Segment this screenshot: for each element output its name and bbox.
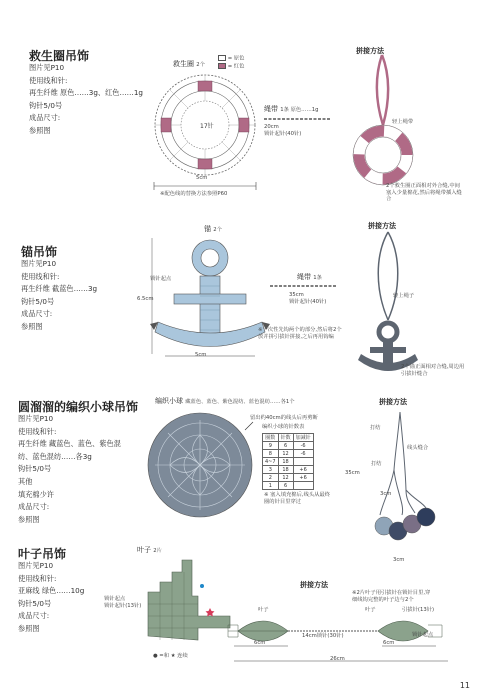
cord2-len: 35cm xyxy=(289,292,304,298)
section1-info: 图片见P10 使用线和针: 再生纤维 原色……3g、红色……1g 钩针5/0号 成品尺寸: 参照图 xyxy=(29,63,143,135)
ring-width: 5cm xyxy=(196,175,208,181)
anchor-width: 5cm xyxy=(195,352,207,358)
cord-stitch: 引拔针(13针) xyxy=(402,607,435,613)
anchor-label: 锚 2个 xyxy=(204,225,222,233)
ring-label: 救生圈 2个 xyxy=(173,60,205,68)
assembly1-note2: 2个救生圈正面相对外合缝,中间塞入少量棉花,然后将绳带插入缝合 xyxy=(386,183,462,203)
ring-caption: ※配色线的替换方法参照P60 xyxy=(160,191,228,197)
leaf-d1: 6cm xyxy=(254,640,266,646)
leaf-d2: 6cm xyxy=(383,640,395,646)
assembly3-note3: 打结 xyxy=(371,461,382,467)
anchor-height: 6.5cm xyxy=(137,296,154,302)
cord2-chain xyxy=(268,283,338,289)
table-row: 9 6 -6 xyxy=(263,442,314,450)
assembly4-title: 拼接方法 xyxy=(300,581,328,589)
table-row: 2 12 +6 xyxy=(263,474,314,482)
assembly3-title: 拼接方法 xyxy=(379,398,407,406)
assembly3-note2: 线头缝合 xyxy=(407,445,429,451)
table-row: 4~7 18 xyxy=(263,458,314,466)
anchor-illustration xyxy=(350,230,430,370)
legend-a: = 原色 xyxy=(218,55,244,62)
section4-info: 图片见P10 使用线和针: 亚麻线 绿色……10g 钩针5/0号 成品尺寸: 参照图 xyxy=(18,561,85,633)
cord2-start: 锁针起针(40针) xyxy=(289,299,327,305)
leaf-start-sub: 锁针起针(13针) xyxy=(104,603,142,609)
balls-illustration xyxy=(360,410,460,560)
section2-title: 锚吊饰 xyxy=(21,245,58,259)
leaf-total: 26cm xyxy=(330,656,345,662)
cord1-title: 绳带 1条 原色……1g xyxy=(264,105,319,113)
table-note: ※ 塞入填充棉后,线头从最终圈的针目里穿过 xyxy=(264,492,331,505)
lifebuoy-chart xyxy=(150,70,260,180)
stitch-table xyxy=(262,433,314,490)
table-row: 8 12 -6 xyxy=(263,450,314,458)
table-header-row: 圈数 针数 加减针 xyxy=(263,434,314,442)
assembly3-note1: 打结 xyxy=(370,425,381,431)
leaf-label: 叶子 2片 xyxy=(137,546,162,554)
table-row: 3 18 +6 xyxy=(263,466,314,474)
cord1-start: 锁针起针(40针) xyxy=(264,131,302,137)
leaf-chart xyxy=(140,556,240,651)
ring-width-line xyxy=(150,182,260,190)
assembly2-note2: 2个锚正面相对合缝,周边用引拔针缝合 xyxy=(401,364,465,377)
table-row: 1 6 xyxy=(263,482,314,490)
cord-length: 14cm锁针(30针) xyxy=(302,633,344,639)
section1-title: 救生圈吊饰 xyxy=(29,49,90,63)
page-number: 11 xyxy=(459,681,470,690)
section2-info: 图片见P10 使用线和针: 再生纤维 截蓝色……3g 钩针5/0号 成品尺寸: 参照图 xyxy=(21,259,98,331)
assembly2-note1: 轻上绳子 xyxy=(393,293,415,299)
table-caption: 编织小球的针数表 xyxy=(262,424,305,430)
anchor-note: ※一次性先钩两个的部分,然后将2个放并拼引拔针拼接,之后再用钩编 xyxy=(258,327,342,340)
leaf-start2: 锁针起点 xyxy=(412,632,434,638)
assembly3-height: 35cm xyxy=(345,470,360,476)
assembly3-len2: 3cm xyxy=(393,557,405,563)
section3-info: 图片见P10 使用线和针: 再生纤维 藏蓝色、蓝色、紫色混 纺、蓝色混纺……各3g 钩针5/0号 其他 填充棉少许 成品尺寸: 参照图 xyxy=(18,414,121,524)
assembly4-note: ※2片叶子用引拔针在锁针目里,穿细线钩完整的叶子边与2个 xyxy=(352,590,431,603)
legend-b: = 红色 xyxy=(218,63,244,70)
cord2-title: 绳带 1条 xyxy=(297,273,322,281)
assembly2-title: 拼接方法 xyxy=(368,222,396,230)
section4-title: 叶子吊饰 xyxy=(18,547,67,561)
ball-chart xyxy=(145,410,255,520)
cord1-chain xyxy=(262,116,332,122)
anchor-start: 锁针起点 xyxy=(150,276,172,282)
assembly1-title: 拼接方法 xyxy=(356,47,384,55)
anchor-chart xyxy=(150,236,265,360)
cord1-len: 20cm xyxy=(264,124,279,130)
leaf-start: 锁针起点 xyxy=(104,596,126,602)
assembly3-len: 3cm xyxy=(380,491,392,497)
ring-center: 17针 xyxy=(200,123,214,130)
leaf-legend: ● =和 ★ 连续 xyxy=(153,653,188,659)
section3-title: 圆溜溜的编织小球吊饰 xyxy=(18,400,139,414)
assembly1-note1: 轻上绳带 xyxy=(392,119,414,125)
leaf-b: 叶子 xyxy=(365,607,376,613)
ball-title: 编织小球 藏蓝色、蓝色、紫色混纺、蓝色混纺……各1个 xyxy=(155,397,295,405)
leaf-a: 叶子 xyxy=(258,607,269,613)
ball-note: 留出约40cm的线头后再剪断 xyxy=(250,415,318,421)
